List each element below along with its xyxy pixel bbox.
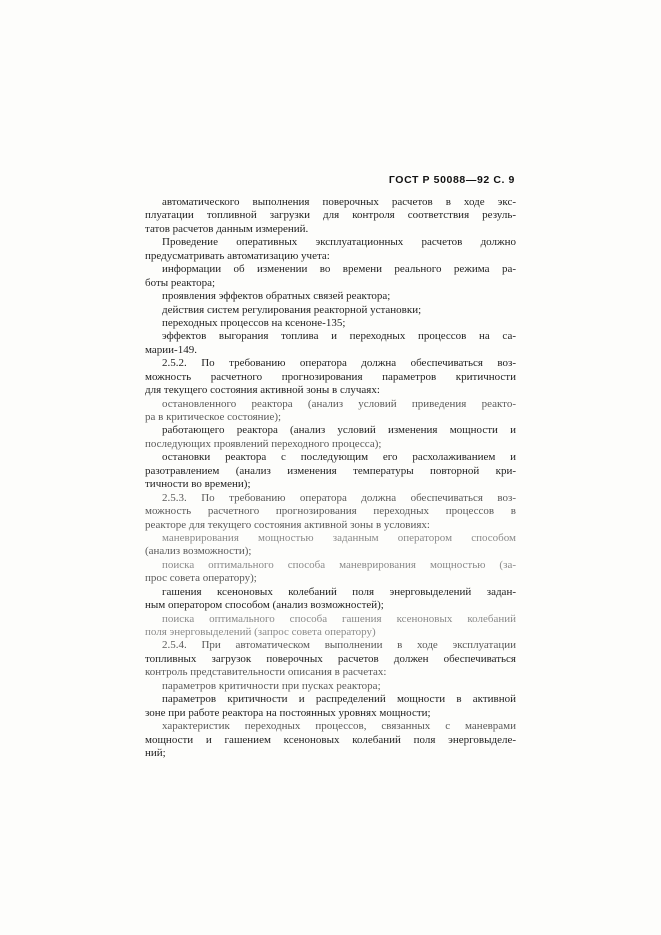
text-line: переходных процессов на ксеноне-135; <box>162 316 346 329</box>
text-line: информации об изменении во времени реального режима ра- <box>162 263 516 276</box>
text-line: поля энерговыделений (запрос совета оператору) <box>145 626 376 638</box>
text-line: параметров критичности при пусках реактора; <box>162 679 381 692</box>
text-line: 2.5.4. При автоматическом выполнении в ходе эксплуатации <box>162 639 516 652</box>
text-line: разотравлением (анализ изменения температуры повторной кри- <box>145 464 516 477</box>
text-line: тичности во времени); <box>145 478 251 491</box>
text-line: эффектов выгорания топлива и переходных процессов на са- <box>162 330 516 343</box>
text-line: мощности и гашением ксеноновых колебаний поля энерговыделе- <box>145 733 516 746</box>
text-line: татов расчетов данным измерений. <box>145 222 309 235</box>
text-line: параметров критичности и распределений мощности в активной <box>162 693 516 706</box>
text-line: характеристик переходных процессов, связанных с маневрами <box>162 720 516 733</box>
text-line: остановленного реактора (анализ условий приведения реакто- <box>162 397 516 410</box>
text-line: зоне при работе реактора на постоянных уровнях мощности; <box>145 706 431 719</box>
text-line: для текущего состояния активной зоны в случаях: <box>145 384 380 397</box>
text-line: поиска оптимального способа гашения ксеноновых колебаний <box>162 612 516 625</box>
text-line: можность расчетного прогнозирования параметров критичности <box>145 370 516 383</box>
text-line: работающего реактора (анализ условий изменения мощности и <box>162 424 516 437</box>
text-line: предусматривать автоматизацию учета: <box>145 249 330 262</box>
text-line: 2.5.3. По требованию оператора должна обеспечиваться воз- <box>162 491 516 504</box>
text-line: остановки реактора с последующим его расхолаживанием и <box>162 451 516 464</box>
page-header: ГОСТ Р 50088—92 С. 9 <box>388 174 515 186</box>
text-line: топливных загрузок поверочных расчетов должен обеспечиваться <box>145 652 516 665</box>
text-line: последующих проявлений переходного процесса); <box>145 437 382 450</box>
body-text <box>145 196 516 760</box>
text-line: плуатации топливной загрузки для контроля соответствия резуль- <box>145 209 516 222</box>
text-line: (анализ возможности); <box>145 545 252 558</box>
text-line: гашения ксеноновых колебаний поля энерговыделений задан- <box>162 585 516 598</box>
text-line: действия систем регулирования реакторной установки; <box>162 303 422 316</box>
text-line: Проведение оперативных эксплуатационных расчетов должно <box>162 236 516 249</box>
text-line: боты реактора; <box>145 276 216 289</box>
text-line: ра в критическое состояние); <box>145 411 282 423</box>
text-line: 2.5.2. По требованию оператора должна обеспечиваться воз- <box>162 357 516 370</box>
text-line: прос совета оператору); <box>145 572 257 585</box>
text-line: автоматического выполнения поверочных расчетов в ходе экс- <box>162 196 516 208</box>
text-line: поиска оптимального способа маневрирования мощностью (за- <box>162 558 516 571</box>
text-line: марии-149. <box>145 343 197 356</box>
text-line: контроль представительности описания в расчетах: <box>145 666 387 679</box>
text-line: ний; <box>145 746 166 759</box>
text-line: маневрирования мощностью заданным оператором способом <box>162 531 516 544</box>
text-line: проявления эффектов обратных связей реактора; <box>162 290 391 303</box>
text-line: ным оператором способом (анализ возможностей); <box>145 599 384 612</box>
text-line: можность расчетного прогнозирования переходных процессов в <box>145 505 516 518</box>
text-line: реакторе для текущего состояния активной зоны в условиях: <box>145 518 430 531</box>
